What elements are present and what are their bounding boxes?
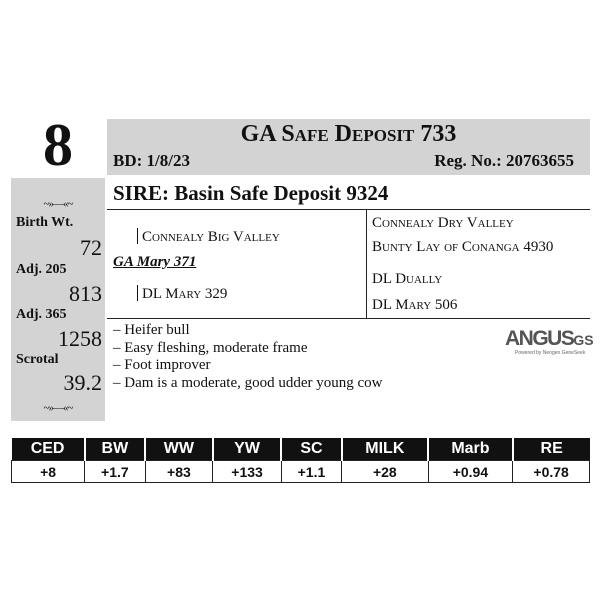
ornament-bottom: ~»—«~: [43, 402, 73, 414]
angus-gs-logo: [505, 327, 594, 351]
maternal-grandsire-text: Connealy Big Valley: [142, 229, 280, 245]
birth-weight-label: Birth Wt.: [16, 215, 74, 230]
epd-table: [11, 438, 590, 483]
epd-value-yw: +133: [213, 461, 282, 483]
epd-value-row: [12, 461, 590, 483]
maternal-granddam: [137, 285, 227, 303]
lot-number: 8: [43, 112, 73, 178]
epd-header-bw: BW: [85, 438, 145, 461]
birth-date: BD: 1/8/23: [113, 151, 190, 170]
angus-logo-suffix: GS: [573, 332, 594, 348]
epd-value-bw: +1.7: [85, 461, 145, 483]
notes-list: [113, 322, 383, 392]
adj-365-value: 1258: [58, 326, 102, 351]
scrotal-label: Scrotal: [16, 352, 59, 367]
epd-value-ww: +83: [145, 461, 213, 483]
epd-header-sc: SC: [281, 438, 341, 461]
note-item: – Foot improver: [113, 357, 211, 373]
dam-name: GA Mary 371: [113, 254, 197, 270]
registration-number: Reg. No.: 20763655: [434, 151, 574, 170]
angus-logo-subtext: Powered by Neogen GeneSeek: [515, 350, 586, 356]
pedigree-bracket: [137, 228, 138, 244]
note-item: – Dam is a moderate, good udder young cow: [113, 374, 383, 391]
sire-name: SIRE: Basin Safe Deposit 9324: [113, 181, 389, 205]
mgd-dam: DL Mary 506: [372, 297, 458, 313]
epd-header-milk: MILK: [342, 438, 429, 461]
epd-header-ced: CED: [12, 438, 85, 461]
ornament-top: ~»—«~: [43, 198, 73, 210]
note-item: – Heifer bull: [113, 322, 190, 338]
scrotal-value: 39.2: [63, 370, 102, 395]
adj-205-value: 813: [69, 281, 102, 306]
epd-value-re: +0.78: [513, 461, 590, 483]
angus-logo-main: ANGUS: [505, 327, 574, 350]
mgd-sire: DL Dually: [372, 271, 443, 287]
adj-205-label: Adj. 205: [16, 262, 67, 277]
mgs-sire: Connealy Dry Valley: [372, 215, 514, 231]
epd-header-re: RE: [513, 438, 590, 461]
pedigree-divider: [366, 209, 367, 319]
maternal-grandsire: [137, 228, 280, 246]
pedigree-bracket: [137, 285, 138, 301]
epd-value-milk: +28: [342, 461, 429, 483]
epd-header-marb: Marb: [428, 438, 513, 461]
mgs-dam: Bunty Lay of Conanga 4930: [372, 239, 554, 255]
maternal-granddam-text: DL Mary 329: [142, 286, 228, 302]
epd-header-ww: WW: [145, 438, 213, 461]
birth-weight-value: 72: [80, 235, 102, 260]
epd-header-row: [12, 438, 590, 461]
epd-value-sc: +1.1: [281, 461, 341, 483]
epd-header-yw: YW: [213, 438, 282, 461]
epd-value-ced: +8: [12, 461, 85, 483]
adj-365-label: Adj. 365: [16, 307, 67, 322]
note-item: – Easy fleshing, moderate frame: [113, 339, 308, 356]
epd-value-marb: +0.94: [428, 461, 513, 483]
animal-name: GA Safe Deposit 733: [240, 121, 457, 147]
